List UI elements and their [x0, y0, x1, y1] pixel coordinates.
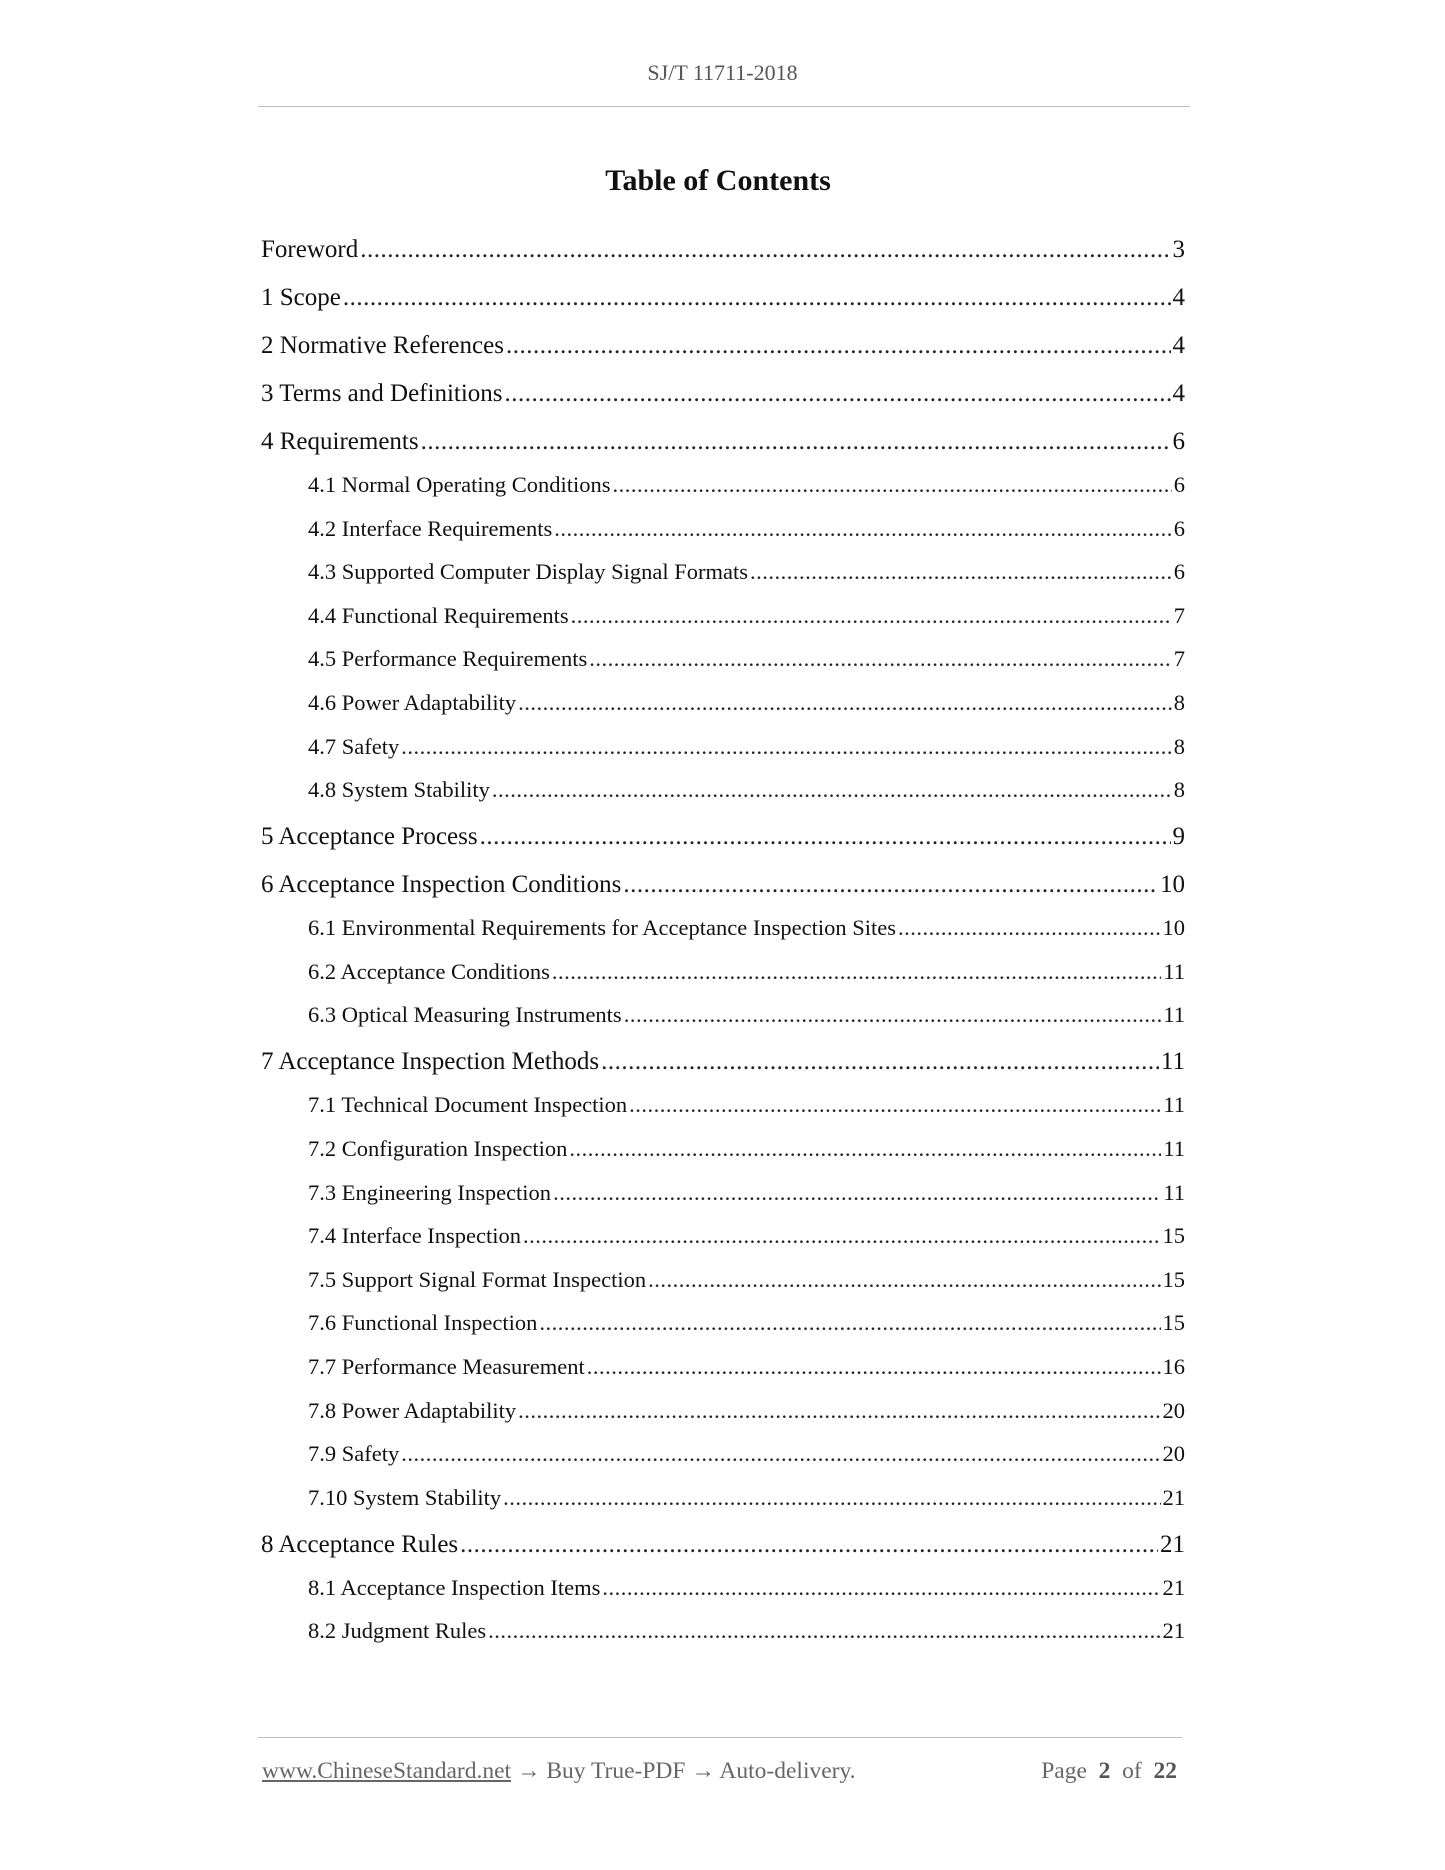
toc-entry-title: 4.8 System Stability	[308, 777, 490, 803]
arrow-icon: →	[516, 1758, 541, 1784]
toc-entry-title: Foreword	[261, 236, 359, 263]
toc-entry-title: 7.9 Safety	[308, 1441, 400, 1467]
toc-entry-title: 4.2 Interface Requirements	[308, 515, 553, 541]
toc-entry-title: 6.1 Environmental Requirements for Acceptance Inspection Sites	[308, 915, 896, 941]
toc-section-entry[interactable]	[261, 370, 1185, 418]
toc-subsection-entry[interactable]	[308, 507, 1185, 551]
toc-entry-title: 4.7 Safety	[308, 733, 400, 759]
toc-entry-title: 4.3 Supported Computer Display Signal Formats	[308, 559, 748, 585]
toc-entry-page: 8	[1173, 690, 1185, 715]
toc-entry-page: 10	[1162, 915, 1185, 941]
toc-entry-page: 11	[1163, 1136, 1185, 1161]
toc-entry-page: 8	[1173, 733, 1185, 759]
toc-entry-title: 7.2 Configuration Inspection	[308, 1136, 568, 1161]
footer-divider	[258, 1737, 1182, 1738]
toc-subsection-entry[interactable]	[308, 906, 1185, 950]
toc-dot-leader	[601, 1038, 1159, 1086]
document-id-header: SJ/T 11711-2018	[647, 60, 798, 85]
toc-dot-leader	[569, 1127, 1161, 1171]
toc-entry-page: 4	[1172, 380, 1185, 407]
website-link[interactable]: www.ChineseStandard.net	[262, 1758, 512, 1784]
toc-entry-title: 7.3 Engineering Inspection	[308, 1179, 552, 1205]
toc-entry-title: 7.6 Functional Inspection	[308, 1310, 538, 1336]
page-label: Page	[1041, 1758, 1087, 1784]
toc-entry-page: 15	[1162, 1310, 1185, 1336]
toc-entry-page: 3	[1172, 236, 1185, 263]
toc-subsection-entry[interactable]	[308, 1566, 1185, 1610]
toc-subsection-entry[interactable]	[308, 1127, 1185, 1171]
toc-subsection-entry[interactable]	[308, 1432, 1185, 1476]
toc-entry-page: 6	[1173, 515, 1185, 541]
toc-dot-leader	[539, 1301, 1160, 1345]
toc-entry-page: 21	[1162, 1484, 1185, 1510]
toc-entry-title: 4.4 Functional Requirements	[308, 602, 569, 628]
toc-dot-leader	[488, 1609, 1160, 1653]
toc-subsection-entry[interactable]	[308, 1301, 1185, 1345]
toc-entry-page: 21	[1160, 1530, 1185, 1558]
toc-dot-leader	[343, 274, 1171, 322]
toc-dot-leader	[602, 1566, 1160, 1610]
toc-dot-leader	[460, 1521, 1158, 1569]
toc-entry-page: 11	[1163, 1002, 1185, 1028]
toc-entry-page: 6	[1173, 472, 1185, 497]
toc-entry-title: 7.4 Interface Inspection	[308, 1223, 522, 1249]
toc-section-entry[interactable]	[261, 418, 1185, 466]
toc-entry-title: 2 Normative References	[261, 332, 504, 359]
delivery-text: Auto-delivery.	[719, 1758, 856, 1784]
toc-section-entry[interactable]	[261, 1521, 1185, 1569]
toc-subsection-entry[interactable]	[308, 725, 1185, 769]
toc-subsection-entry[interactable]	[308, 463, 1185, 507]
toc-entry-page: 7	[1173, 602, 1185, 628]
toc-dot-leader	[589, 637, 1171, 681]
toc-dot-leader	[898, 906, 1161, 950]
toc-title: Table of Contents	[605, 164, 831, 197]
toc-entry-page: 6	[1172, 428, 1185, 455]
toc-section-entry[interactable]	[261, 813, 1185, 861]
toc-dot-leader	[648, 1258, 1160, 1302]
toc-section-entry[interactable]	[261, 274, 1185, 322]
toc-dot-leader	[624, 993, 1162, 1037]
toc-entry-title: 8.2 Judgment Rules	[308, 1618, 487, 1644]
toc-dot-leader	[518, 1389, 1160, 1433]
total-page-count: 22	[1153, 1758, 1177, 1784]
toc-dot-leader	[523, 1214, 1160, 1258]
toc-entry-title: 7.1 Technical Document Inspection	[308, 1092, 628, 1118]
toc-dot-leader	[623, 861, 1158, 909]
toc-subsection-entry[interactable]	[308, 637, 1185, 681]
toc-section-entry[interactable]	[261, 861, 1185, 909]
toc-entry-title: 4.1 Normal Operating Conditions	[308, 472, 611, 497]
toc-subsection-entry[interactable]	[308, 594, 1185, 638]
toc-entry-page: 16	[1162, 1354, 1185, 1379]
footer-promo	[262, 1758, 856, 1785]
toc-entry-page: 4	[1172, 284, 1185, 311]
toc-dot-leader	[480, 813, 1171, 861]
toc-entry-title: 3 Terms and Definitions	[261, 380, 503, 407]
toc-entry-page: 7	[1173, 646, 1185, 672]
toc-dot-leader	[552, 950, 1162, 994]
toc-section-entry[interactable]	[261, 1038, 1185, 1086]
toc-entry-title: 7.8 Power Adaptability	[308, 1397, 517, 1423]
toc-dot-leader	[492, 768, 1172, 812]
of-label: of	[1122, 1758, 1142, 1784]
toc-entry-title: 8 Acceptance Rules	[261, 1530, 459, 1558]
toc-entry-title: 7 Acceptance Inspection Methods	[261, 1048, 600, 1076]
page-indicator	[1041, 1758, 1177, 1785]
toc-entry-title: 7.10 System Stability	[308, 1484, 502, 1510]
toc-subsection-entry[interactable]	[308, 1171, 1185, 1215]
toc-entry-title: 4 Requirements	[261, 428, 419, 455]
toc-subsection-entry[interactable]	[308, 1083, 1185, 1127]
toc-subsection-entry[interactable]	[308, 681, 1185, 725]
toc-entry-title: 7.5 Support Signal Format Inspection	[308, 1266, 647, 1292]
toc-entry-page: 15	[1162, 1266, 1185, 1292]
toc-dot-leader	[750, 550, 1172, 594]
toc-subsection-entry[interactable]	[308, 550, 1185, 594]
toc-entry-page: 10	[1160, 871, 1185, 899]
current-page-number: 2	[1098, 1758, 1111, 1784]
toc-subsection-entry[interactable]	[308, 1389, 1185, 1433]
toc-dot-leader	[629, 1083, 1161, 1127]
toc-entry-title: 5 Acceptance Process	[261, 823, 478, 851]
toc-dot-leader	[518, 681, 1172, 725]
toc-entry-page: 21	[1162, 1574, 1185, 1600]
toc-subsection-entry[interactable]	[308, 950, 1185, 994]
toc-subsection-entry[interactable]	[308, 1609, 1185, 1653]
toc-subsection-entry[interactable]	[308, 1345, 1185, 1389]
toc-dot-leader	[553, 1171, 1161, 1215]
toc-entry-page: 4	[1172, 332, 1185, 359]
toc-dot-leader	[587, 1345, 1161, 1389]
toc-dot-leader	[401, 1432, 1160, 1476]
toc-entry-page: 20	[1162, 1441, 1185, 1467]
toc-entry-page: 11	[1163, 1179, 1185, 1205]
toc-dot-leader	[401, 725, 1172, 769]
toc-entry-title: 4.5 Performance Requirements	[308, 646, 588, 672]
toc-section-entry[interactable]	[261, 322, 1185, 370]
toc-entry-page: 15	[1162, 1223, 1185, 1249]
toc-dot-leader	[505, 370, 1171, 418]
toc-dot-leader	[554, 507, 1171, 551]
toc-subsection-entry[interactable]	[308, 1214, 1185, 1258]
toc-dot-leader	[360, 226, 1170, 274]
toc-dot-leader	[503, 1476, 1160, 1520]
header-divider	[258, 106, 1190, 107]
toc-entry-title: 1 Scope	[261, 284, 341, 311]
toc-entry-page: 20	[1162, 1397, 1185, 1423]
toc-section-entry[interactable]	[261, 226, 1185, 274]
toc-subsection-entry[interactable]	[308, 1476, 1185, 1520]
toc-dot-leader	[571, 594, 1172, 638]
toc-entry-title: 6.3 Optical Measuring Instruments	[308, 1002, 622, 1028]
toc-entry-page: 11	[1160, 1048, 1185, 1076]
toc-subsection-entry[interactable]	[308, 993, 1185, 1037]
toc-subsection-entry[interactable]	[308, 768, 1185, 812]
toc-entry-title: 8.1 Acceptance Inspection Items	[308, 1574, 601, 1600]
toc-entry-title: 6.2 Acceptance Conditions	[308, 958, 550, 984]
toc-entry-title: 7.7 Performance Measurement	[308, 1354, 585, 1379]
toc-entry-page: 6	[1173, 559, 1185, 585]
toc-entry-page: 8	[1173, 777, 1185, 803]
buy-text: Buy True-PDF	[546, 1758, 686, 1784]
toc-entry-page: 9	[1172, 823, 1185, 851]
toc-entry-page: 11	[1163, 1092, 1185, 1118]
toc-entry-page: 11	[1163, 958, 1185, 984]
arrow-icon: →	[691, 1758, 715, 1784]
toc-dot-leader	[421, 418, 1171, 466]
toc-dot-leader	[612, 463, 1171, 507]
toc-dot-leader	[506, 322, 1171, 370]
toc-entry-page: 21	[1162, 1618, 1185, 1644]
toc-entry-title: 6 Acceptance Inspection Conditions	[261, 871, 622, 899]
toc-entry-title: 4.6 Power Adaptability	[308, 690, 517, 715]
toc-subsection-entry[interactable]	[308, 1258, 1185, 1302]
